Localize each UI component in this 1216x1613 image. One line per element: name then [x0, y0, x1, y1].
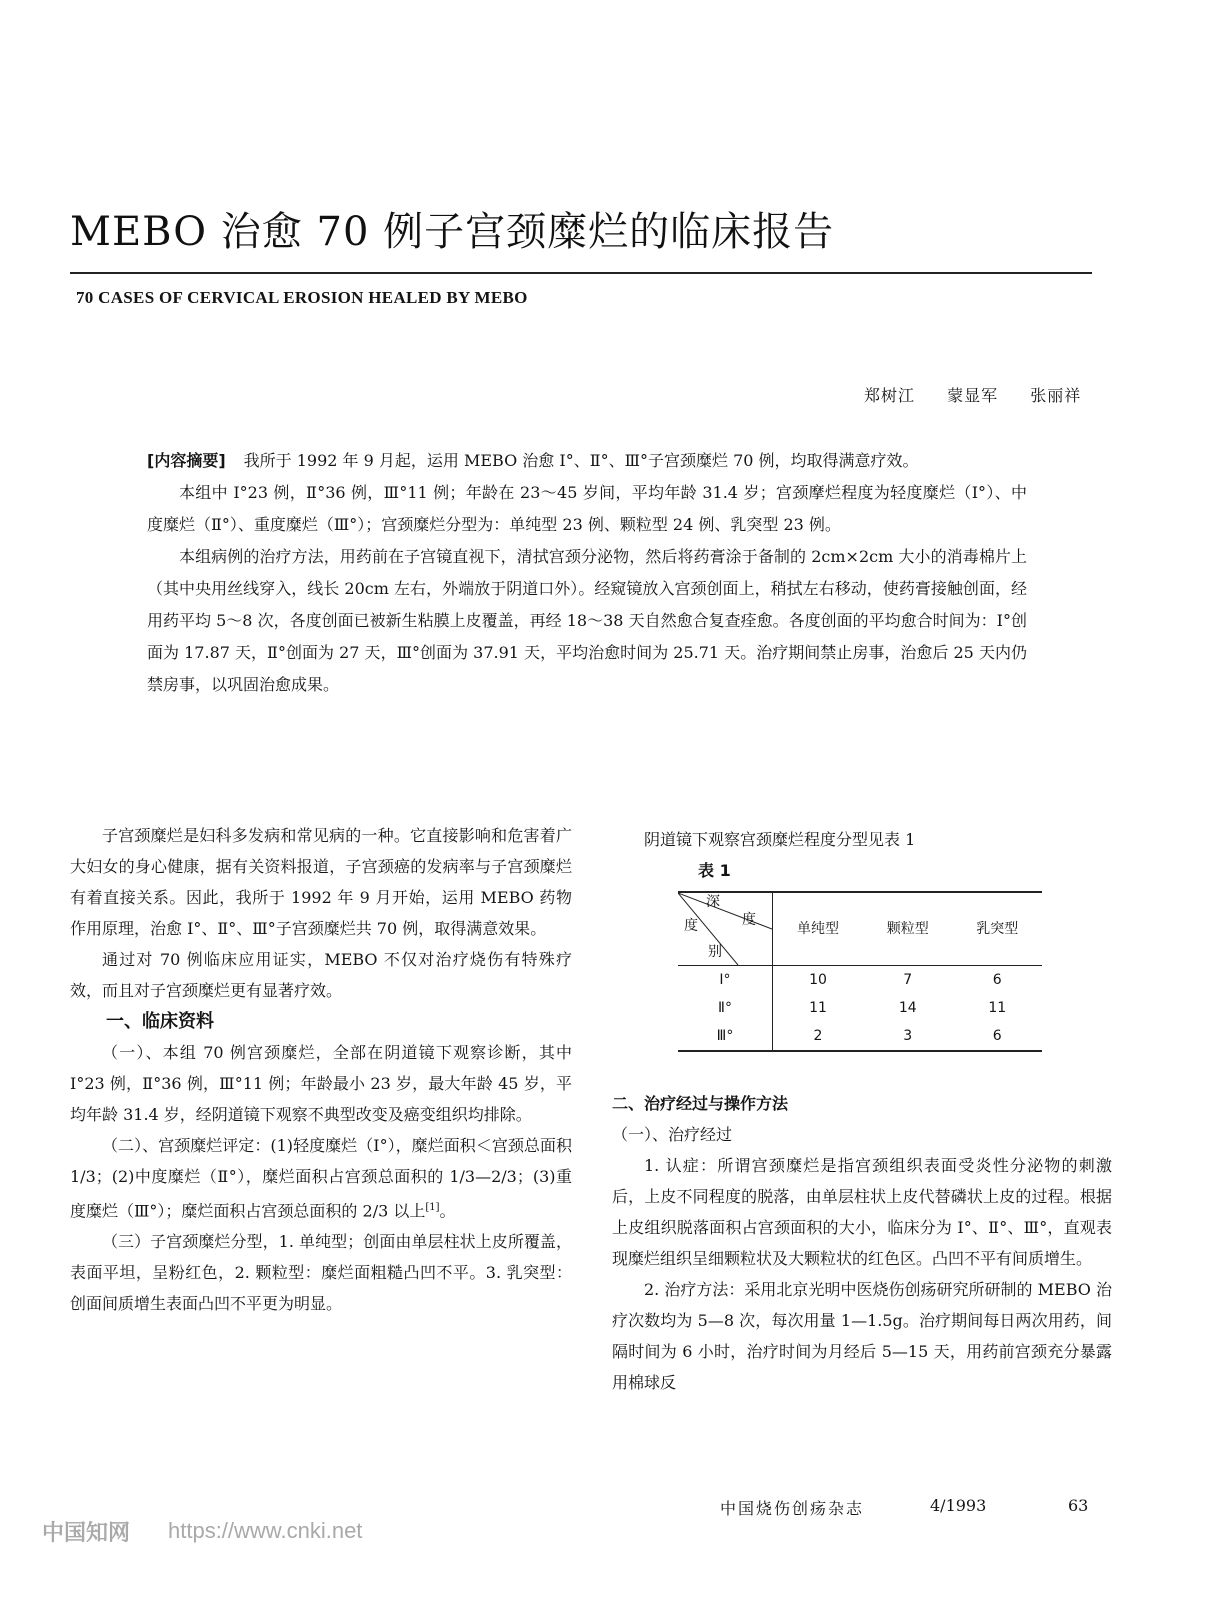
table-row — [678, 994, 1042, 1022]
body-paragraph: （三）子宫颈糜烂分型，1. 单纯型；创面由单层柱状上皮所覆盖，表面平坦，呈粉红色，2. 颗粒型：糜烂面粗糙凸凹不平。3. 乳突型：创面间质增生表面凸凹不平更为明显。 — [70, 1232, 572, 1314]
citation-ref: [1] — [425, 1202, 440, 1213]
author-name: 蒙显军 — [947, 386, 999, 405]
cnki-watermark-url: https://www.cnki.net — [168, 1518, 363, 1543]
column-header: 乳突型 — [976, 921, 1019, 937]
body-paragraph: （一）、本组 70 例宫颈糜烂，全部在阴道镜下观察诊断，其中 I°23 例，Ⅱ°36 例，Ⅲ°11 例；年龄最小 23 岁，最大年龄 45 岁，平均年龄 31.4 岁，经阴道镜下观察不典型改变及癌变组织均排除。 — [70, 1043, 572, 1124]
table-cell: 14 — [898, 1000, 917, 1016]
subsection-heading: （一）、治疗经过 — [612, 1125, 733, 1144]
corner-label-left: 度 — [684, 918, 698, 934]
abstract-paragraph: 本组病例的治疗方法，用药前在子宫镜直视下，清拭宫颈分泌物，然后将药膏涂于备制的 2cm×2cm 大小的消毒棉片上（其中央用丝线穿入，线长 20cm 左右，外端放于阴道口外）。经窥镜放入宫颈创面上，稍拭左右移动，使药膏接触创面，经用药平均 5～8 次，各度创面已被新生粘膜上皮覆盖，再经 18～38 天自然愈合复查痊愈。各度创面的平均愈合时间为：I°创面为 17.87 天，Ⅱ°创面为 27 天，Ⅲ°创面为 37.91 天，平均治愈时间为 25.71 天。治疗期间禁止房事，治愈后 25 天内仍禁房事，以巩固治愈成果。 — [147, 547, 1027, 694]
table-corner-cell — [678, 892, 773, 966]
left-column — [70, 820, 572, 1319]
body-text: （二）、宫颈糜烂评定：(1)轻度糜烂（I°），糜烂面积＜宫颈总面积 1/3；(2)中度糜烂（Ⅱ°），糜烂面积占宫颈总面积的 1/3—2/3；(3)重度糜烂（Ⅲ°）；糜烂面积占宫颈总面积的 2/3 以上 — [70, 1136, 572, 1221]
body-text: 。 — [439, 1201, 456, 1221]
abstract-text: 我所于 1992 年 9 月起，运用 MEBO 治愈 I°、Ⅱ°、Ⅲ°子宫颈糜烂 70 例，均取得满意疗效。 — [243, 451, 919, 470]
title-rule — [70, 272, 1092, 274]
table-caption: 表 1 — [698, 861, 731, 880]
table-row — [678, 966, 1042, 995]
body-paragraph — [70, 1130, 572, 1226]
corner-label-top: 深 — [706, 894, 720, 910]
cnki-watermark-logo: 中国知网 — [42, 1521, 131, 1546]
row-label: Ⅲ° — [678, 1022, 773, 1051]
author-name: 张丽祥 — [1030, 386, 1082, 405]
right-column — [612, 824, 1112, 1398]
row-label: I° — [678, 966, 773, 995]
corner-label-right: 度 — [742, 912, 756, 928]
table-row — [678, 1022, 1042, 1051]
section-heading: 一、临床资料 — [106, 1011, 214, 1032]
abstract-paragraph: 本组中 I°23 例，Ⅱ°36 例，Ⅲ°11 例；年龄在 23～45 岁间，平均年龄 31.4 岁；宫颈摩烂程度为轻度糜烂（I°）、中度糜烂（Ⅱ°）、重度糜烂（Ⅲ°）；宫颈糜烂分型为：单纯型 23 例、颗粒型 24 例、乳突型 23 例。 — [147, 483, 1027, 534]
table-cell: 3 — [903, 1028, 913, 1044]
body-paragraph: 1. 认症：所谓宫颈糜烂是指宫颈组织表面受炎性分泌物的刺激后，上皮不同程度的脱落，由单层柱状上皮代替磷状上皮的过程。根据上皮组织脱落面积占宫颈面积的大小，临床分为 I°、Ⅱ°、Ⅲ°，直观表现糜烂组织呈细颗粒状及大颗粒状的红色区。凸凹不平有间质增生。 — [612, 1156, 1112, 1268]
column-header: 颗粒型 — [886, 921, 929, 937]
author-list — [864, 383, 1081, 406]
column-header: 单纯型 — [797, 921, 840, 937]
table-cell: 6 — [992, 972, 1002, 988]
table-cell: 10 — [809, 972, 827, 988]
section-heading: 二、治疗经过与操作方法 — [612, 1094, 789, 1113]
body-paragraph: 2. 治疗方法：采用北京光明中医烧伤创疡研究所研制的 MEBO 治疗次数均为 5—8 次，每次用量 1—1.5g。治疗期间每日两次用药，间隔时间为 6 小时，治疗时间为月经后 5—15 天，用药前宫颈充分暴露用棉球反 — [612, 1280, 1112, 1392]
abstract-label: [内容摘要] — [147, 451, 226, 470]
author-name: 郑树江 — [864, 386, 916, 405]
table-cell: 6 — [992, 1028, 1002, 1044]
article-title: MEBO 治愈 70 例子宫颈糜烂的临床报告 — [70, 209, 835, 255]
table-cell: 11 — [809, 1000, 827, 1016]
row-label: Ⅱ° — [678, 994, 773, 1022]
journal-name: 中国烧伤创疡杂志 — [720, 1499, 865, 1518]
body-paragraph: 子宫颈糜烂是妇科多发病和常见病的一种。它直接影响和危害着广大妇女的身心健康，据有关资料报道，子宫颈癌的发病率与子宫颈糜烂有着直接关系。因此，我所于 1992 年 9 月开始，运用 MEBO 药物作用原理，治愈 I°、Ⅱ°、Ⅲ°子宫颈糜烂共 70 例，取得满意效果。 — [70, 826, 572, 938]
body-paragraph: 阴道镜下观察宫颈糜烂程度分型见表 1 — [644, 830, 916, 849]
journal-issue: 4/1993 — [930, 1496, 987, 1515]
page-number: 63 — [1068, 1496, 1089, 1515]
english-title: 70 CASES OF CERVICAL EROSION HEALED BY MEBO — [76, 288, 528, 307]
corner-label-bottom: 别 — [708, 944, 722, 960]
data-table — [678, 891, 1042, 1052]
abstract — [147, 445, 1027, 701]
table-header-row — [678, 892, 1042, 966]
table-cell: 11 — [988, 1000, 1007, 1016]
table-cell: 7 — [903, 972, 913, 988]
body-paragraph: 通过对 70 例临床应用证实，MEBO 不仅对治疗烧伤有特殊疗效，而且对子宫颈糜烂更有显著疗效。 — [70, 950, 572, 1000]
table-cell: 2 — [813, 1028, 823, 1044]
abstract-paragraph — [147, 445, 1027, 477]
